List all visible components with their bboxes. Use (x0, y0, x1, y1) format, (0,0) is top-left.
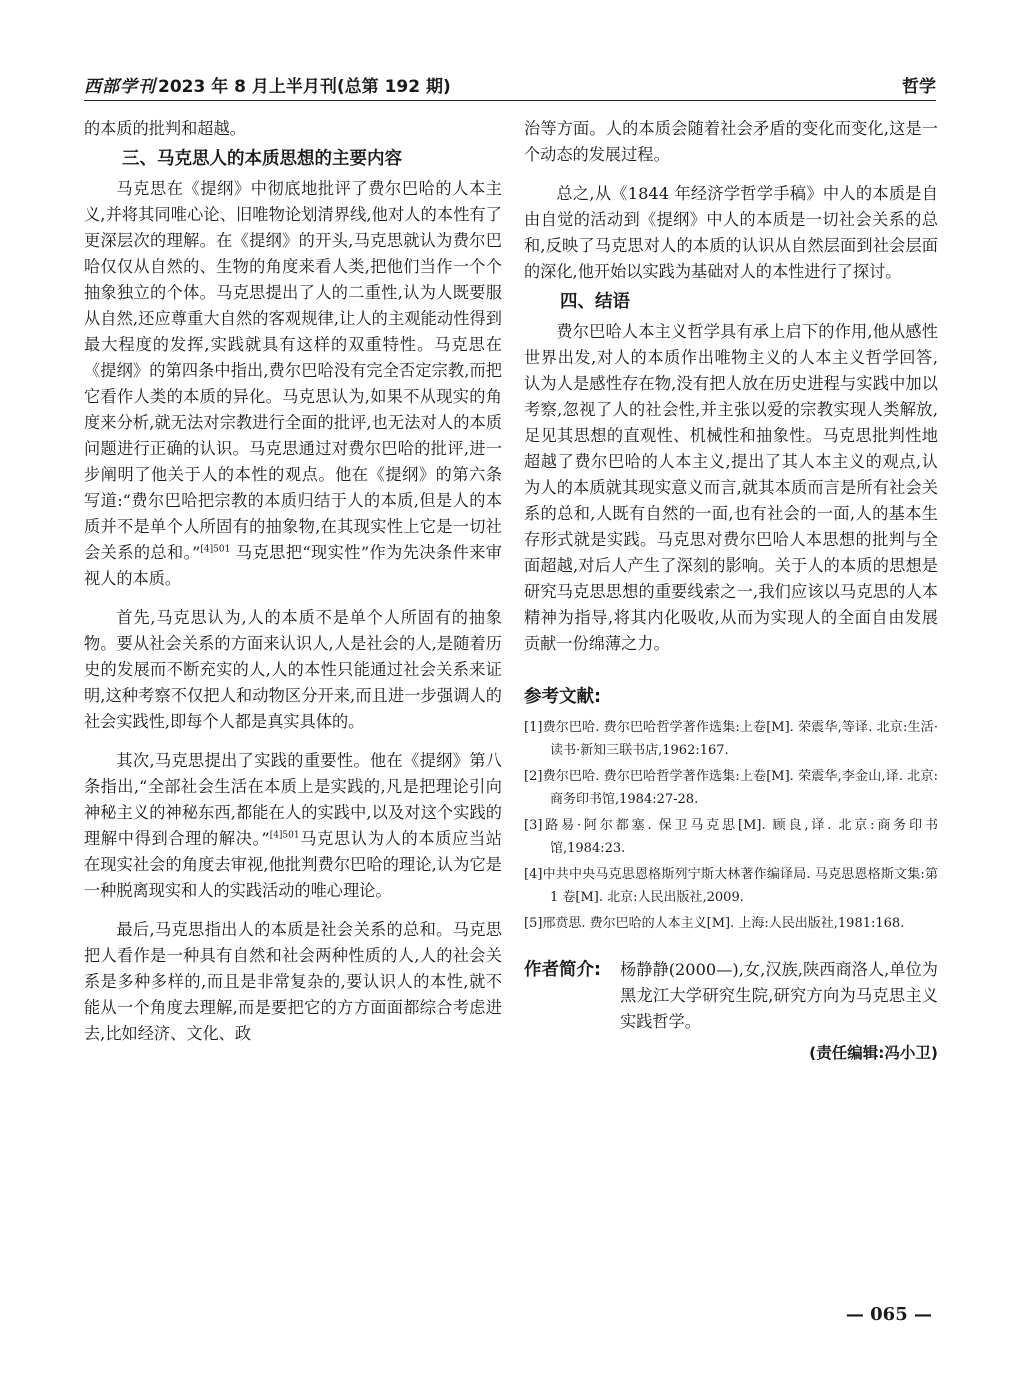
author-bio (524, 957, 938, 1035)
citation: [4]501 (200, 544, 231, 555)
header-journal-issue (84, 72, 451, 97)
paragraph-text: 马克思把“现实性”作为先决条件来审视人的本质。 (84, 543, 502, 588)
author-label: 作者简介: (524, 960, 601, 980)
right-column (524, 116, 938, 1063)
references-heading: 参考文献: (524, 687, 601, 707)
left-column (84, 116, 502, 1047)
paragraph: 治等方面。人的本质会随着社会矛盾的变化而变化,这是一个动态的发展过程。 (524, 119, 938, 164)
section-label: 哲学 (902, 77, 936, 97)
reference-list (524, 716, 938, 935)
reference-item: [3]路易·阿尔都塞. 保卫马克思[M]. 顾良,译. 北京:商务印书馆,1984:23. (524, 818, 938, 856)
paragraph: 费尔巴哈人本主义哲学具有承上启下的作用,他从感性世界出发,对人的本质作出唯物主义的人本主义哲学回答,认为人是感性存在物,没有把人放在历史进程与实践中加以考察,忽视了人的社会性,并主张以爱的宗教实现人类解放,足见其思想的直观性、机械性和抽象性。马克思批判性地超越了费尔巴哈的人本主义,提出了其人本主义的观点,认为人的本质就其现实意义而言,就其本质而言是所有社会关系的总和,人既有自然的一面,也有社会的一面,人的基本生存形式就是实践。马克思对费尔巴哈人本思想的批判与全面超越,对后人产生了深刻的影响。关于人的本质的思想是研究马克思思想的重要线索之一,我们应该以马克思的人本精神为指导,将其内化吸收,从而为实现人的全面自由发展贡献一份绵薄之力。 (524, 322, 938, 653)
section-heading-4: 四、结语 (560, 292, 630, 312)
journal-name: 西部学刊 (84, 77, 156, 97)
paragraph: 总之,从《1844 年经济学哲学手稿》中人的本质是自由自觉的活动到《提纲》中人的本质是一切社会关系的总和,反映了马克思对人的本质的认识从自然层面到社会层面的深化,他开始以实践为基础对人的本性进行了探讨。 (524, 184, 938, 281)
citation: [4]501 (269, 830, 300, 841)
paragraph (84, 748, 502, 904)
paragraph-text: 马克思在《提纲》中彻底地批评了费尔巴哈的人本主义,并将其同唯心论、旧唯物论划清界线,他对人的本性有了更深层次的理解。在《提纲》的开头,马克思就认为费尔巴哈仅仅从自然的、生物的角度来看人类,把他们当作一个个抽象独立的个体。马克思提出了人的二重性,认为人既要服从自然,还应尊重大自然的客观规律,让人的主观能动性得到最大程度的发挥,实践就具有这样的双重特性。马克思在《提纲》的第四条中指出,费尔巴哈没有完全否定宗教,而把它看作人类的本质的异化。马克思认为,如果不从现实的角度来分析,就无法对宗教进行全面的批评,也无法对人的本质问题进行正确的认识。马克思通过对费尔巴哈的批评,进一步阐明了他关于人的本性的观点。他在《提纲》的第六条写道:“费尔巴哈把宗教的本质归结于人的本质,但是人的本质并不是单个人所固有的抽象物,在其现实性上它是一切社会关系的总和。” (84, 179, 502, 562)
author-text: 杨静静(2000—),女,汉族,陕西商洛人,单位为黑龙江大学研究生院,研究方向为马克思主义实践哲学。 (620, 960, 938, 1031)
reference-item: [1]费尔巴哈. 费尔巴哈哲学著作选集:上卷[M]. 荣震华,等译. 北京:生活·读书·新知三联书店,1962:167. (524, 720, 938, 758)
paragraph-text: 马克思认为人的本质应当站在现实社会的角度去审视,他批判费尔巴哈的理论,认为它是一种脱离现实和人的实践活动的唯心理论。 (84, 829, 502, 900)
paragraph (84, 176, 502, 592)
page-number: — 065 — (845, 1304, 932, 1325)
reference-item: [5]邢贲思. 费尔巴哈的人本主义[M]. 上海:人民出版社,1981:168. (524, 916, 905, 931)
paragraph: 首先,马克思认为,人的本质不是单个人所固有的抽象物。要从社会关系的方面来认识人,人是社会的人,是随着历史的发展而不断充实的人,人的本性只能通过社会关系来证明,这种考察不仅把人和动物区分开来,而且进一步强调人的社会实践性,即每个人都是真实具体的。 (84, 608, 502, 731)
section-heading-3: 三、马克思人的本质思想的主要内容 (122, 149, 402, 169)
paragraph-text: 其次,马克思提出了实践的重要性。他在《提纲》第八条指出,“全部社会生活在本质上是实践的,凡是把理论引向神秘主义的神秘东西,都能在人的实践中,以及对这个实践的理解中得到合理的解决。” (84, 751, 502, 848)
running-header (84, 70, 936, 101)
issue-info: 2023 年 8 月上半月刊(总第 192 期) (158, 77, 451, 97)
responsible-editor: (责任编辑:冯小卫) (809, 1044, 938, 1062)
reference-item: [2]费尔巴哈. 费尔巴哈哲学著作选集:上卷[M]. 荣震华,李金山,译. 北京:商务印书馆,1984:27-28. (524, 769, 938, 807)
paragraph: 最后,马克思指出人的本质是社会关系的总和。马克思把人看作是一种具有自然和社会两种性质的人,人的社会关系是多种多样的,而且是非常复杂的,要认识人的本性,就不能从一个角度去理解,而是要把它的方方面面都综合考虑进去,比如经济、文化、政 (84, 920, 502, 1043)
paragraph: 的本质的批判和超越。 (84, 119, 246, 138)
reference-item: [4]中共中央马克思恩格斯列宁斯大林著作编译局. 马克思恩格斯文集:第 1 卷[M]. 北京:人民出版社,2009. (524, 867, 938, 905)
